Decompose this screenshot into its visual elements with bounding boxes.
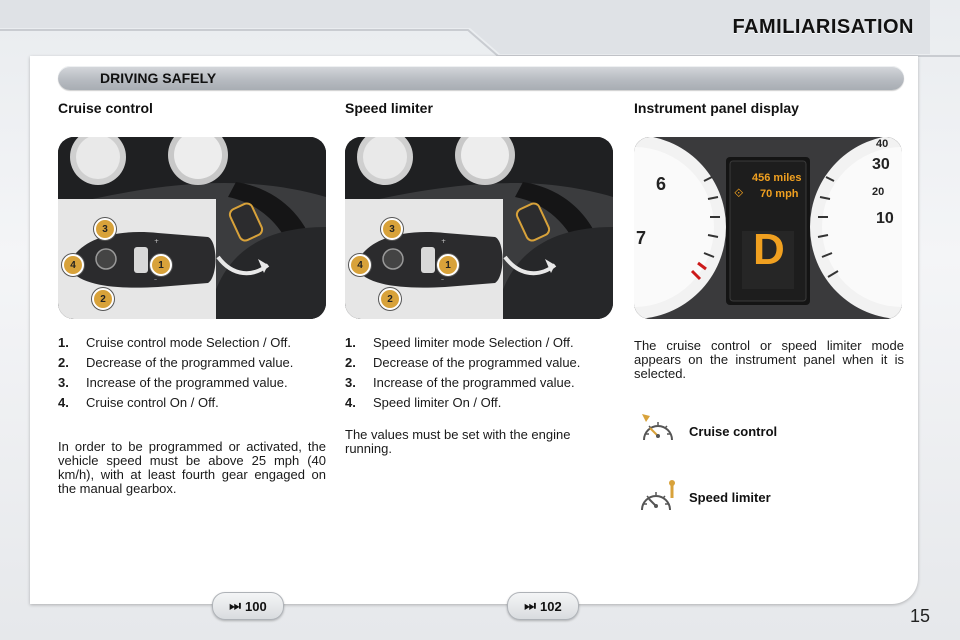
list-item: 1. Cruise control mode Selection / Off.	[58, 335, 291, 350]
gauge-label-30: 30	[872, 156, 890, 173]
legend-label-cruise-control: Cruise control	[689, 424, 778, 439]
gauge-label-20: 20	[872, 186, 885, 198]
display-gear: D	[753, 225, 785, 274]
cruise-control-list	[58, 336, 328, 416]
svg-text:+: +	[154, 238, 160, 245]
gauge-label-40: 40	[876, 138, 889, 150]
heading-instrument-panel: Instrument panel display	[634, 100, 799, 116]
callout-4: 4	[62, 254, 84, 276]
callout-3: 3	[381, 218, 403, 240]
callout-2: 2	[92, 288, 114, 310]
svg-text:–: –	[154, 276, 157, 283]
display-line-speed: 70 mph	[760, 188, 799, 200]
callout-2: 2	[379, 288, 401, 310]
list-item: 1. Speed limiter mode Selection / Off.	[345, 335, 574, 350]
svg-text:+: +	[441, 238, 447, 245]
next-arrow-icon: ⏭	[524, 598, 536, 613]
list-item: 3. Increase of the programmed value.	[345, 375, 575, 390]
legend-label-speed-limiter: Speed limiter	[689, 490, 771, 505]
gauge-label-7: 7	[636, 228, 647, 248]
list-item: 2. Decrease of the programmed value.	[345, 355, 581, 370]
callout-1: 1	[150, 254, 172, 276]
page-ref-100[interactable]: ⏭ 100	[212, 592, 284, 620]
callout-4: 4	[349, 254, 371, 276]
page-number: 15	[909, 606, 930, 626]
heading-speed-limiter: Speed limiter	[345, 100, 433, 116]
instrument-panel-intro: The cruise control or speed limiter mode appears on the instrument panel when it is selected.	[634, 338, 904, 381]
next-arrow-icon: ⏭	[229, 598, 241, 613]
heading-cruise-control: Cruise control	[58, 100, 153, 116]
gauge-label-10: 10	[876, 210, 894, 227]
gauge-label-6: 6	[656, 174, 667, 194]
page-ref-102[interactable]: ⏭ 102	[507, 592, 579, 620]
section-title: DRIVING SAFELY	[100, 70, 217, 86]
speed-limiter-icon	[636, 478, 680, 514]
list-item: 3. Increase of the programmed value.	[58, 375, 288, 390]
speed-limiter-list	[345, 336, 617, 416]
cruise-control-icon	[636, 410, 680, 446]
callout-3: 3	[94, 218, 116, 240]
list-item: 2. Decrease of the programmed value.	[58, 355, 294, 370]
svg-text:–: –	[441, 276, 444, 283]
display-line-odometer: 456 miles	[752, 172, 802, 184]
list-item: 4. Cruise control On / Off.	[58, 395, 219, 410]
speed-limiter-note: The values must be set with the engine running.	[345, 427, 571, 456]
cruise-control-note: In order to be programmed or activated, the vehicle speed must be above 25 mph (40 km/h), with at least fourth gear engaged on the manual gearbox.	[58, 439, 326, 496]
list-item: 4. Speed limiter On / Off.	[345, 395, 502, 410]
callout-1: 1	[437, 254, 459, 276]
display-cruise-symbol: ⟐	[734, 186, 744, 200]
page-title: FAMILIARISATION	[732, 16, 914, 38]
